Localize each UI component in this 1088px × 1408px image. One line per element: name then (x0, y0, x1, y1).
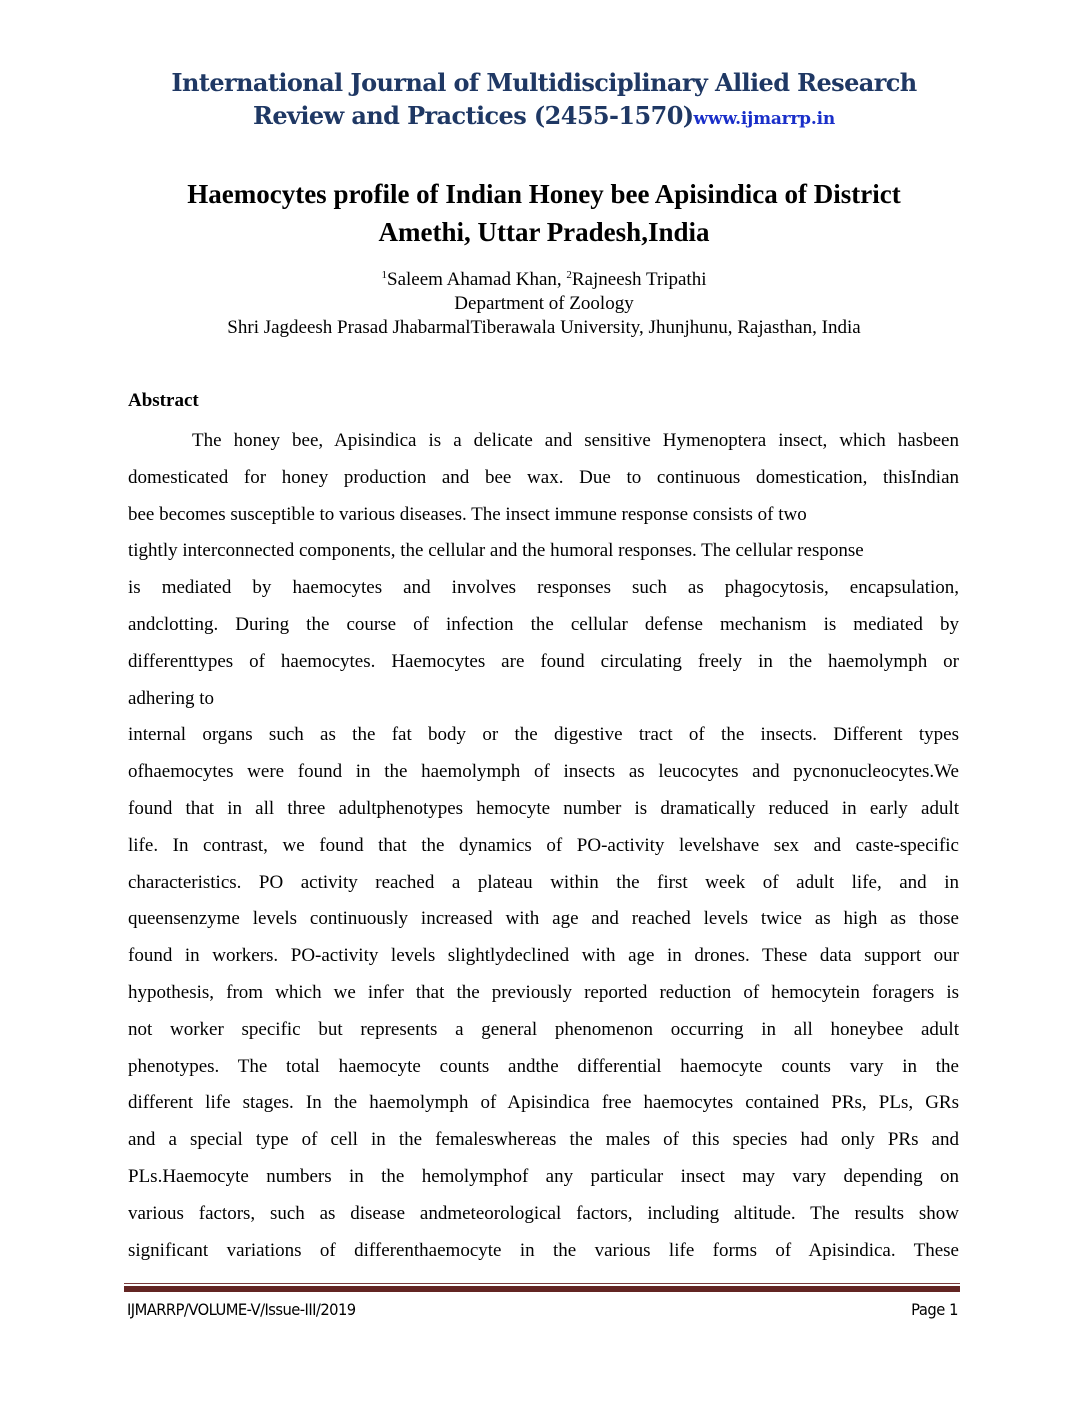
paper-title-line1: Haemocytes profile of Indian Honey bee Apisindica of District (187, 179, 901, 209)
abstract-line: significant variations of differenthaemocyte in the various life forms of Apisindica. These (128, 1239, 959, 1261)
abstract-line: hypothesis, from which we infer that the previously reported reduction of hemocytein foragers is (128, 981, 959, 1003)
abstract-line: domesticated for honey production and bee wax. Due to continuous domestication, thisIndian (128, 466, 959, 488)
page-number: Page 1 (911, 1300, 958, 1319)
journal-url-link[interactable]: www.ijmarrp.in (693, 109, 836, 129)
footer-divider-thin (124, 1283, 960, 1284)
abstract-line: characteristics. PO activity reached a plateau within the first week of adult life, and in (128, 871, 959, 893)
paper-title-line2: Amethi, Uttar Pradesh,India (378, 217, 710, 247)
abstract-line: life. In contrast, we found that the dynamics of PO-activity levelshave sex and caste-specific (128, 834, 959, 856)
abstract-line: different life stages. In the haemolymph of Apisindica free haemocytes contained PRs, PLs, GRs (128, 1092, 959, 1114)
author-affiliation-marker: 1 (381, 269, 387, 281)
author-name: Saleem Ahamad Khan, (387, 269, 567, 290)
abstract-line: differenttypes of haemocytes. Haemocytes are found circulating freely in the haemolymph or (128, 650, 959, 672)
author-block (0, 268, 1088, 340)
abstract-line: The honey bee, Apisindica is a delicate and sensitive Hymenoptera insect, which hasbeen (192, 430, 959, 451)
abstract-line: various factors, such as disease andmeteorological factors, including altitude. The results show (128, 1202, 959, 1224)
abstract-line: not worker specific but represents a general phenomenon occurring in all honeybee adult (128, 1018, 959, 1040)
author-name: Rajneesh Tripathi (571, 269, 707, 290)
paper-title (0, 175, 1088, 251)
abstract-body (128, 423, 959, 1269)
journal-name-line1: International Journal of Multidisciplinary Allied Research (171, 68, 917, 97)
abstract-line: is mediated by haemocytes and involves responses such as phagocytosis, encapsulation, (128, 577, 959, 599)
abstract-line: found in workers. PO-activity levels slightlydeclined with age in drones. These data support our (128, 945, 959, 967)
abstract-line: ofhaemocytes were found in the haemolymph of insects as leucocytes and pycnonucleocytes.We (128, 761, 959, 783)
footer-divider-thick (124, 1286, 960, 1292)
affiliation: Shri Jagdeesh Prasad JhabarmalTiberawala University, Jhunjhunu, Rajasthan, India (227, 317, 861, 338)
abstract-line: tightly interconnected components, the cellular and the humoral responses. The cellular response (128, 540, 864, 562)
footer-issue-info: IJMARRP/VOLUME-V/Issue-III/2019 (127, 1300, 356, 1319)
author-affiliation-marker: 2 (566, 269, 572, 281)
journal-name-issn: Review and Practices (2455-1570) (252, 101, 694, 130)
abstract-heading: Abstract (128, 390, 199, 411)
abstract-line: and a special type of cell in the femaleswhereas the males of this species had only PRs and (128, 1129, 959, 1151)
abstract-line: PLs.Haemocyte numbers in the hemolymphof any particular insect may vary depending on (128, 1165, 959, 1187)
abstract-line: queensenzyme levels continuously increased with age and reached levels twice as high as those (128, 908, 959, 930)
department: Department of Zoology (454, 293, 634, 314)
author-list (0, 268, 1088, 292)
journal-header (0, 66, 1088, 136)
journal-name-line2 (0, 99, 1088, 136)
abstract-line: internal organs such as the fat body or the digestive tract of the insects. Different types (128, 724, 959, 746)
abstract-line: phenotypes. The total haemocyte counts andthe differential haemocyte counts vary in the (128, 1055, 959, 1077)
abstract-line: adhering to (128, 687, 215, 709)
abstract-line: bee becomes susceptible to various diseases. The insect immune response consists of two (128, 503, 807, 525)
abstract-line: andclotting. During the course of infection the cellular defense mechanism is mediated by (128, 613, 959, 635)
abstract-line: found that in all three adultphenotypes hemocyte number is dramatically reduced in early adult (128, 797, 959, 819)
